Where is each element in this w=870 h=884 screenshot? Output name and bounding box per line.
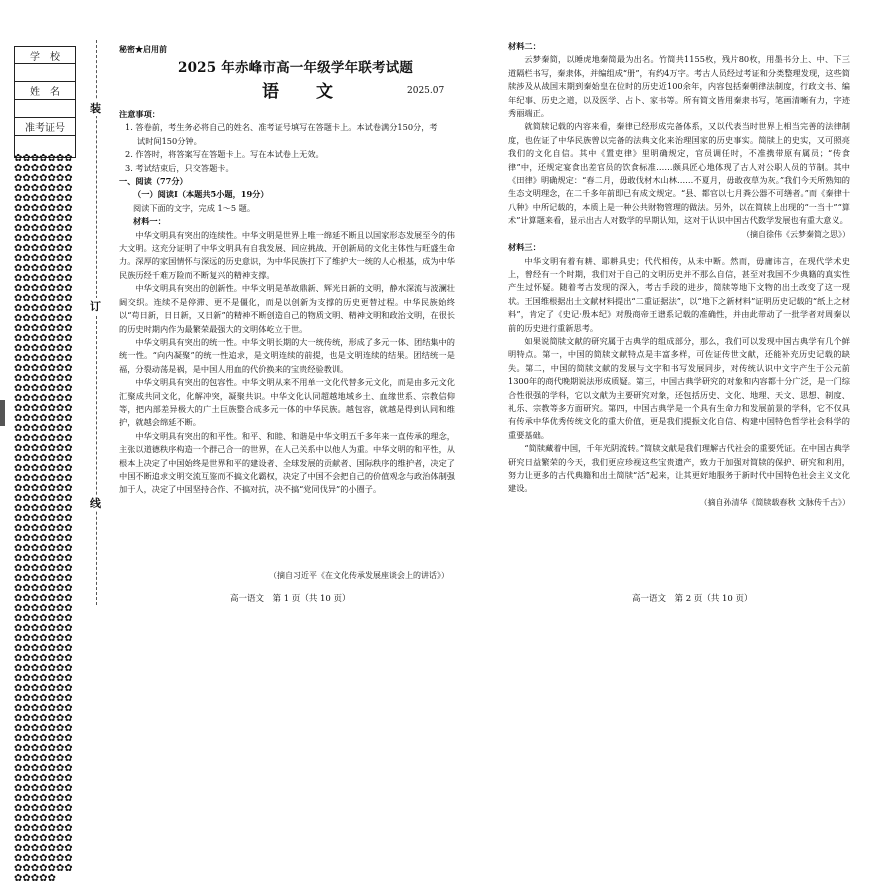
paragraph: 就简牍记载的内容来看，秦律已经形成完备体系，又以代表当时世界上相当完善的法律制度，也佐证了中华民族曾以完备的法典文化来治理国家的历史事实。简牍上的史实，又可照亮我们的文化自信。其中《置吏律》里明确规定，官员调任时，不准携带原有属员；“传食律”中，还规定宴食出差官员的饮食标准……颇具匠心地体现了古人对公职人员的节制。其中《田律》明确规定：“春二月，毋敢伐材木山林……不夏月，毋敢夜草为灰。”我们今天所熟知的生态文明理念，在二千多年前即已有成文规定。“县、都官以七月粪公器不可缮者。”而《秦律十八种》中所记载的，本质上是一种公共财物管理的做法。另外，以在简牍上出现的“一当十”“算术”计算题来看，显示出古人对数学的早期认知，这对于认识中国古代数学发展也有重大意义。: [508, 121, 850, 226]
name-label: 姓 名: [14, 82, 76, 100]
paragraph: 中华文明具有突出的包容性。中华文明从来不用单一文化代替多元文化，而是由多元文化汇聚成共同文化，化解冲突，凝聚共识。中华文化认同超越地域乡土、血缘世系、宗教信仰等，把内部差异极大的广土巨族整合成多元一体的中华民族。越包容，就越是得到认同和维护，就越会绵延不断。: [119, 377, 455, 428]
exam-title: 2025 年赤峰市高一年级学年联考试题: [178, 60, 414, 76]
page2-footer: 高一语文 第 2 页（共 10 页）: [632, 594, 753, 604]
seal-dashed-line: [96, 40, 97, 605]
notice-item: 1. 答卷前，考生务必将自己的姓名、准考证号填写在答题卡上。本试卷满分150分，考: [125, 122, 438, 133]
seal-word-bind: 装: [90, 102, 101, 115]
binding-sidebar: [0, 0, 112, 884]
seal-star-pattern: ✿✿✿✿✿✿✿✿✿✿✿✿✿✿✿✿✿✿✿✿✿✿✿✿✿✿✿✿✿✿✿✿✿✿✿✿✿✿✿✿✿✿✿✿✿✿✿✿✿✿✿✿✿✿✿✿✿✿✿✿✿✿✿✿✿✿✿✿✿✿✿✿✿✿✿✿✿✿✿✿✿✿✿✿✿✿✿✿✿✿✿✿✿✿✿✿✿✿✿✿✿✿✿✿✿✿✿✿✿✿✿✿✿✿✿✿✿✿✿✿✿✿✿✿✿✿✿✿✿✿✿✿✿✿✿✿✿✿✿✿✿✿✿✿✿✿✿✿✿✿✿✿✿✿✿✿✿✿✿✿✿✿✿✿✿✿✿✿✿✿✿✿✿✿✿✿✿✿✿✿✿✿✿✿✿✿✿✿✿✿✿✿✿✿✿✿✿✿✿✿✿✿✿✿✿✿✿✿✿✿✿✿✿✿✿✿✿✿✿✿✿✿✿✿✿✿✿✿✿✿✿✿✿✿✿✿✿✿✿✿✿✿✿✿✿✿✿✿✿✿✿✿✿✿✿✿✿✿✿✿✿✿✿✿✿✿✿✿✿✿✿✿✿✿✿✿✿✿✿✿✿✿✿✿✿✿✿✿✿✿✿✿✿✿✿✿✿✿✿✿✿✿✿✿✿✿✿✿✿✿✿✿✿✿✿✿✿✿✿✿✿✿✿✿✿✿✿✿✿✿✿✿✿✿✿✿✿✿✿✿✿✿✿✿✿✿✿✿✿✿✿✿✿✿✿✿✿✿✿✿✿✿✿✿✿✿✿✿✿✿✿✿✿✿✿✿✿✿✿✿✿✿✿✿✿✿✿✿✿✿✿✿✿✿✿✿✿✿✿✿✿✿✿✿✿✿✿✿✿✿✿✿✿✿✿✿✿✿✿✿✿✿✿✿✿✿✿✿✿✿✿✿✿✿✿✿✿✿✿✿✿✿✿✿✿✿✿✿✿✿✿✿✿✿✿✿✿✿✿✿✿✿✿✿✿✿✿✿✿✿✿✿✿✿✿✿✿✿✿✿✿✿✿✿✿✿✿✿✿✿✿✿✿✿✿✿✿✿✿✿✿✿✿✿✿✿✿✿✿: [14, 153, 73, 884]
material2-source: （摘自徐伟《云梦秦简之思》）: [742, 229, 850, 239]
confidential-mark: 秘密★启用前: [119, 44, 167, 54]
seal-word-line: 线: [90, 497, 101, 510]
seal-word-staple: 订: [90, 300, 101, 313]
name-field: [14, 100, 76, 118]
binding-edge-mark: [0, 400, 5, 426]
school-label: 学 校: [14, 46, 76, 64]
page2-body: [508, 40, 850, 509]
notice-title: 注意事项：: [119, 109, 160, 119]
paragraph: 如果说简牍文献的研究属于古典学的组成部分，那么，我们可以发现中国古典学有几个鲜明特点。第一，中国的简牍文献特点是丰富多样，可佐证传世文献，还能补充历史记载的缺失。第二，中国的简牍文献的发展与文字和书写发展同步，对传统认识中文字产生于公元前1300年的商代晚期说法形成质疑。第三，中国古典学研究的对象和内容都十分广泛，是一门综合性很强的学科，它以文献为主要研究对象，还包括历史、文化、地理、天文、思想、制度、礼乐、宗教等多方面研究。第四，中国古典学是一个具有生命力和发展前景的学科，它不仅具有传承中华优秀传统文化的重大价值，更是我们提振文化自信、构建中国特色哲学社会科学的重要基础。: [508, 335, 850, 440]
material2-label: 材料二：: [508, 41, 541, 51]
paragraph: 云梦秦简，以睡虎地秦简最为出名。竹简共1155枚，残片80枚，用墨书分上、中、下三道隔栏书写，秦隶体，并编组成“册”，有约4万字。考古人员经过考证和分类整理发现，这些简牍涉及从战国末期到秦始皇在位时的历史近100余年，内容包括秦朝律法制度，行政文书、编年纪事、历史之道，以及医学、占卜、家书等。所有简文皆用秦隶书写，笔画清晰有力，字迹秀丽端正。: [508, 54, 850, 119]
reading-instruction: 阅读下面的文字，完成 1～5 题。: [133, 202, 256, 213]
material3-label: 材料三：: [508, 242, 541, 253]
material3-source: （摘自孙清华《简牍载春秋 文脉传千古》）: [699, 497, 850, 507]
exam-date: 2025.07: [407, 86, 445, 96]
paragraph: 中华文明具有突出的连续性。中华文明是世界上唯一绵延不断且以国家形态发展至今的伟大文明。这充分证明了中华文明具有自我发展、回应挑战、开创新局的文化主体性与旺盛生命力。深厚的家国情怀与深远的历史意识，为中华民族打下了维护大一统的人心根基，成为中华民族历经千难万险而不断复兴的精神支撑。: [119, 229, 455, 280]
material1-label: 材料一：: [133, 216, 166, 227]
student-info-table: [14, 46, 76, 158]
section-heading: 一、阅读（77分）: [119, 176, 188, 187]
paragraph: 中华文明具有突出的统一性。中华文明长期的大一统传统，形成了多元一体、团结集中的统一性。“向内凝聚”的统一性追求，是文明连续的前提，也是文明连续的结果。团结统一是福，分裂动荡是祸，是中国人用血的代价换来的宝贵经验教训。: [119, 336, 455, 374]
page1-footer: 高一语文 第 1 页（共 10 页）: [230, 594, 351, 604]
page1-body: [119, 108, 455, 497]
paragraph: “简牍藏着中国，千年光阴流转。”简牍文献是我们理解古代社会的重要凭证。在中国古典学研究日益繁荣的今天，我们更应珍视这些宝贵遗产，致力于加强对简牍的保护、研究和利用，努力让更多的古代典籍和出土简牍“活”起来，让其更好地服务于新时代中国特色社会主义文化建设。: [508, 443, 850, 494]
subsection-heading: （一）阅读Ⅰ（本题共5小题，19分）: [133, 189, 269, 200]
paragraph: 中华文明具有突出的和平性。和平、和睦、和谐是中华文明五千多年来一直传承的理念，主张以道德秩序构造一个群己合一的世界，在人己关系中以他人为重。中华文明的和平性，从根本上决定了中国始终是世界和平的建设者、全球发展的贡献者、国际秩序的维护者，决定了中国不断追求文明交流互鉴而不搞文化霸权，决定了中国不会把自己的价值观念与政治体制强加于人，决定了中国坚持合作、不搞对抗，决不搞“党同伐异”的小圈子。: [119, 430, 455, 495]
material1-source: （摘自习近平《在文化传承发展座谈会上的讲话》）: [269, 571, 449, 580]
school-field: [14, 64, 76, 82]
notice-item: 试时间150分钟。: [137, 135, 202, 146]
notice-item: 2. 作答时，将答案写在答题卡上。写在本试卷上无效。: [125, 149, 324, 160]
paragraph: 中华文明有着有耕、耶耕具史；代代相传，从未中断。然而，毋庸讳言，在现代学术史上，曾经有一个时期，我们对于自己的文明历史并不那么自信，甚至对我国不少典籍的真实性产生过怀疑。随着考古发现的深入，考古手段的进步，简牍等地下文物的出土改变了这一现状。王国维根据出土文献材料提出“二重证据法”，以“地下之新材料”证明历史记载的“纸上之材料”，肯定了《史记·殷本纪》对殷商帝王谱系记载的准确性，并由此带动了一批学者对周秦以前的历史进行重新思考。: [508, 255, 850, 333]
paragraph: 中华文明具有突出的创新性。中华文明是革故鼎新、辉光日新的文明，静水深流与波澜壮阔交织。连续不是停滞、更不是僵化，而是以创新为支撑的历史更替过程。中华民族始终以“苟日新，日日新，又日新”的精神不断创造自己的物质文明、精神文明和政治文明，在很长的历史时期内作为最繁荣最强大的文明体屹立于世。: [119, 283, 455, 334]
exam-id-label: 准考证号: [14, 118, 76, 136]
notice-item: 3. 考试结束后，只交答题卡。: [125, 162, 234, 173]
subject-title: 语 文: [262, 82, 343, 102]
